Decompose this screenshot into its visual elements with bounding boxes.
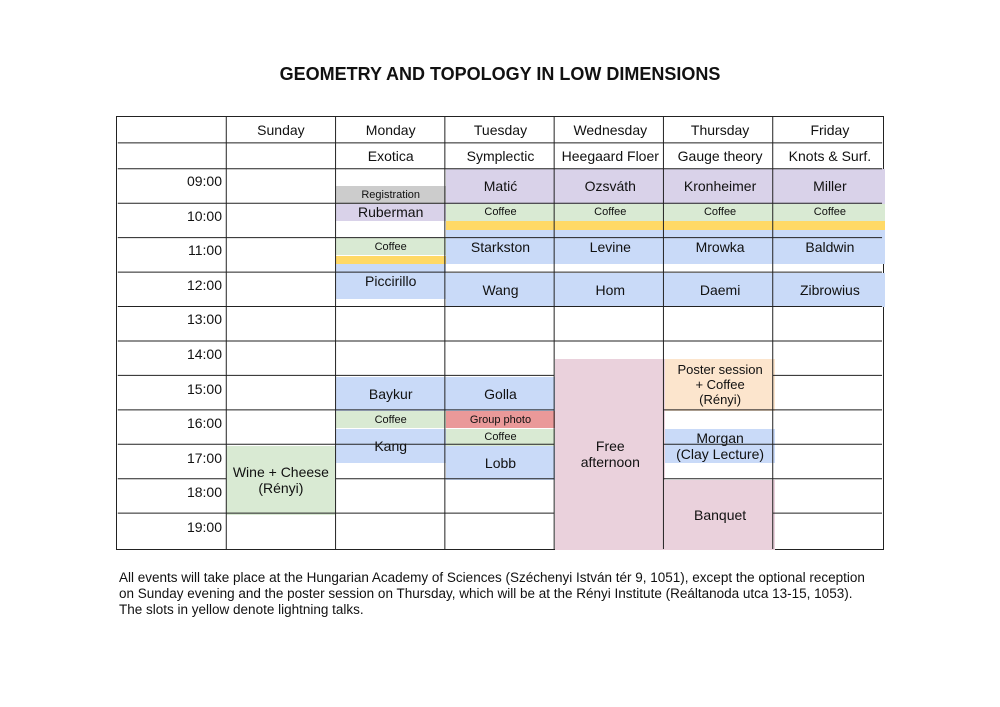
event-baykur: Baykur <box>336 377 446 412</box>
theme-monday: Exotica <box>367 148 414 164</box>
event-hom: Hom <box>555 273 665 308</box>
time-label: 11:00 <box>188 242 222 259</box>
schedule-grid <box>116 116 884 550</box>
event-piccirillo: Piccirillo <box>336 264 446 299</box>
event-free: Free afternoon <box>555 359 665 549</box>
time-label: 14:00 <box>186 346 222 362</box>
event-poster-session: Poster session + Coffee (Rényi) <box>665 359 775 411</box>
event-wang: Wang <box>446 273 556 308</box>
lightning-slot <box>446 221 556 230</box>
event-kronheimer: Kronheimer <box>665 169 775 204</box>
time-label: 10:00 <box>186 207 222 224</box>
day-header-thursday: Thursday <box>690 122 750 138</box>
event-coffee: Coffee <box>665 204 775 221</box>
event-golla: Golla <box>446 377 556 412</box>
day-header-wednesday: Wednesday <box>573 122 648 138</box>
lightning-slot <box>336 256 446 265</box>
time-label: 12:00 <box>186 276 222 293</box>
theme-tuesday: Symplectic <box>466 148 535 164</box>
lightning-slot <box>555 221 665 230</box>
day-header-friday: Friday <box>810 122 850 138</box>
event-morgan: Morgan (Clay Lecture) <box>665 429 775 464</box>
day-header-tuesday: Tuesday <box>473 122 528 138</box>
event-coffee: Coffee <box>446 204 556 221</box>
event-mati: Matić <box>446 169 556 204</box>
time-label: 13:00 <box>186 311 222 328</box>
lightning-slot <box>775 221 885 230</box>
footer-notes <box>119 570 879 618</box>
event-baldwin: Baldwin <box>775 230 885 265</box>
day-header-sunday: Sunday <box>257 122 305 138</box>
event-ruberman: Ruberman <box>336 204 446 221</box>
event-daemi: Daemi <box>665 273 775 308</box>
event-wine-cheese: Wine + Cheese (Rényi) <box>226 446 336 515</box>
time-label: 17:00 <box>186 449 222 466</box>
theme-thursday: Gauge theory <box>677 148 763 164</box>
event-miller: Miller <box>775 169 885 204</box>
day-header-monday: Monday <box>365 122 416 138</box>
event-mrowka: Mrowka <box>665 230 775 265</box>
event-coffee: Coffee <box>336 238 446 255</box>
event-lobb: Lobb <box>446 446 556 481</box>
event-kang: Kang <box>336 429 446 464</box>
event-zibrowius: Zibrowius <box>775 273 885 308</box>
event-coffee: Coffee <box>446 429 556 446</box>
event-ozsv-th: Ozsváth <box>555 169 665 204</box>
time-label: 19:00 <box>186 519 222 535</box>
theme-sunday <box>226 143 336 169</box>
event-levine: Levine <box>555 230 665 265</box>
time-label: 18:00 <box>186 484 222 501</box>
lightning-legend: The slots in yellow denote lightning talks. <box>119 602 364 617</box>
theme-wednesday: Heegaard Floer <box>561 148 659 164</box>
event-group-photo: Group photo <box>446 411 556 428</box>
event-starkston: Starkston <box>446 230 556 265</box>
lightning-slot <box>665 221 775 230</box>
time-label: 09:00 <box>186 173 222 189</box>
event-banquet: Banquet <box>665 480 775 549</box>
event-coffee: Coffee <box>555 204 665 221</box>
venue-note: All events will take place at the Hungarian Academy of Sciences (Széchenyi István tér 9, 1051), except the optional reception on Sunday evening and the poster session on Thursday, which will be at the Rényi Institute (Reáltanoda utca 13-15, 1053). <box>119 570 865 601</box>
event-coffee: Coffee <box>775 204 885 221</box>
time-label: 15:00 <box>186 380 222 397</box>
time-label: 16:00 <box>186 415 222 432</box>
event-coffee: Coffee <box>336 411 446 428</box>
theme-friday: Knots & Surf. <box>788 148 872 164</box>
event-registration: Registration <box>336 186 446 203</box>
page-title: GEOMETRY AND TOPOLOGY IN LOW DIMENSIONS <box>279 64 721 84</box>
